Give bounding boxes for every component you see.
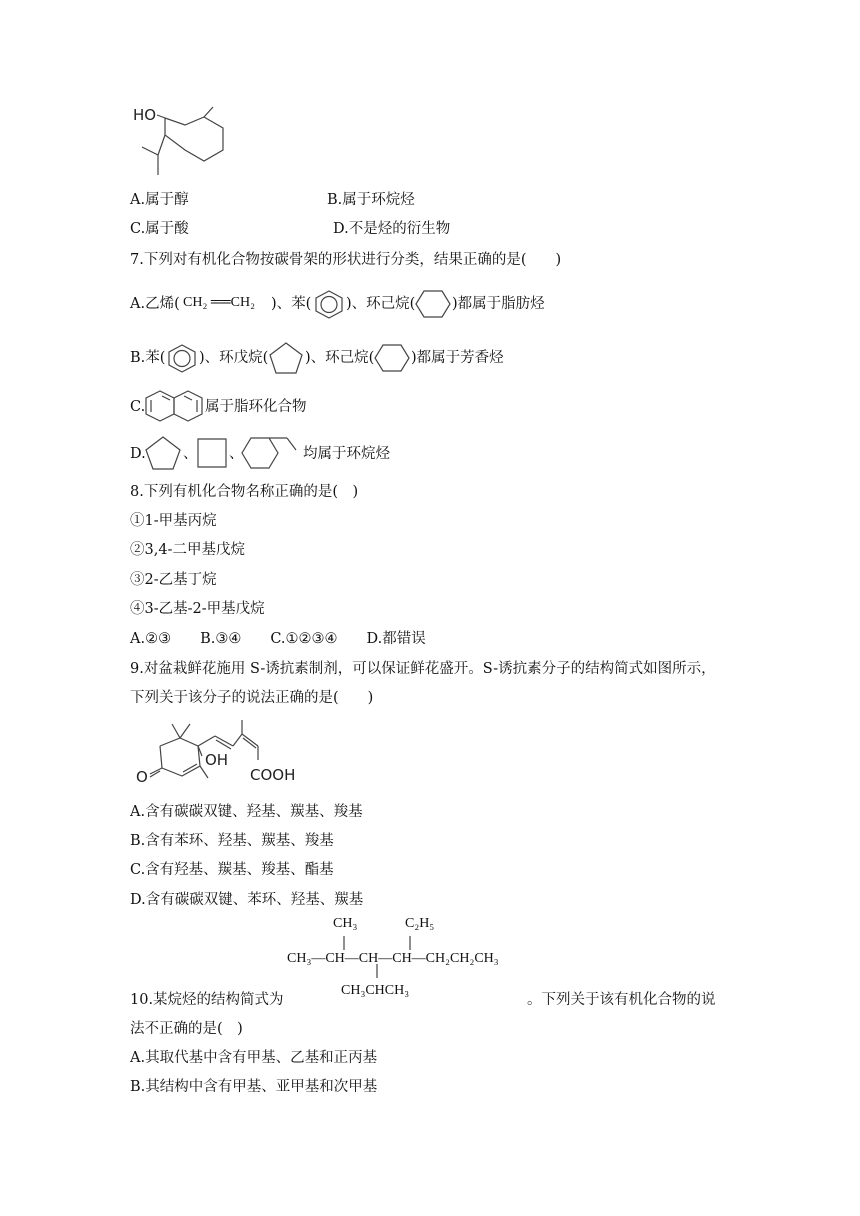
q10-top-c2h5: C₂H₅ <box>405 916 435 931</box>
q6-option-c: C.属于酸 <box>130 221 189 237</box>
q7-b-mid1: )、环戊烷( <box>199 350 269 366</box>
q6-option-b: B.属于环烷烃 <box>327 192 415 208</box>
q9-option-b: B.含有苯环、羟基、羰基、羧基 <box>130 833 334 849</box>
q8-item-4: ④3-乙基-2-甲基戊烷 <box>130 601 265 617</box>
cyclobutane-icon <box>196 437 228 469</box>
benzene-icon <box>313 289 345 319</box>
q10-stem-suffix: 。下列关于该有机化合物的说 <box>527 992 716 1008</box>
q10-stem-line2: 法不正确的是( ) <box>130 1021 243 1037</box>
q7-a-prefix: A.乙烯( <box>130 296 180 312</box>
naphthalene-icon <box>143 389 205 423</box>
q9-stem-line1: 9.对盆栽鲜花施用 S-诱抗素制剂，可以保证鲜花盛开。S-诱抗素分子的结构简式如图所示， <box>130 661 716 677</box>
q7-b-prefix: B.苯( <box>130 350 166 366</box>
q7-a-mid1: )、苯( <box>271 296 312 312</box>
q8-item-3: ③2-乙基丁烷 <box>130 572 217 588</box>
q7-d-sep2: 、 <box>229 446 244 462</box>
q8-answers: A.②③ B.③④ C.①②③④ D.都错误 <box>130 631 426 647</box>
oh-label: OH <box>205 751 229 769</box>
q7-a-mid2: )、环己烷( <box>346 296 416 312</box>
q7-b-mid2: )、环己烷( <box>305 350 375 366</box>
ethylene-formula: CH₂ ══CH₂ <box>183 295 255 310</box>
q9-option-a: A.含有碳碳双键、羟基、羰基、羧基 <box>130 804 363 820</box>
q8-item-2: ②3,4-二甲基戊烷 <box>130 542 245 558</box>
q8-stem: 8.下列有机化合物名称正确的是( ) <box>130 484 359 500</box>
cyclopentane-icon <box>268 341 304 375</box>
q10-top-ch3: CH₃ <box>333 916 358 931</box>
abscisic-acid-structure <box>130 716 310 788</box>
cyclohexane-icon <box>415 289 451 319</box>
methylcyclohexane-icon <box>241 436 301 470</box>
q10-option-a: A.其取代基中含有甲基、乙基和正丙基 <box>130 1050 378 1066</box>
q10-main-chain: CH₃—CH—CH—CH—CH₂CH₂CH₃ <box>287 951 499 966</box>
q8-item-1: ①1-甲基丙烷 <box>130 513 217 529</box>
q9-stem-line2: 下列关于该分子的说法正确的是( ) <box>130 690 374 706</box>
q7-d-suffix: 均属于环烷烃 <box>303 446 390 462</box>
q9-option-c: C.含有羟基、羰基、羧基、酯基 <box>130 862 334 878</box>
menthol-structure <box>120 95 230 185</box>
q10-option-b: B.其结构中含有甲基、亚甲基和次甲基 <box>130 1079 378 1095</box>
q7-b-suffix: )都属于芳香烃 <box>411 350 504 366</box>
q7-d-prefix: D. <box>130 446 146 462</box>
cooh-label: COOH <box>250 766 296 784</box>
q6-option-d: D.不是烃的衍生物 <box>333 221 451 237</box>
q6-option-a: A.属于醇 <box>130 192 189 208</box>
q7-d-sep1: 、 <box>183 446 198 462</box>
benzene-icon <box>166 343 198 373</box>
q7-a-suffix: )都属于脂肪烃 <box>452 296 545 312</box>
ring-bonds <box>165 117 223 161</box>
q7-stem: 7.下列对有机化合物按碳骨架的形状进行分类，结果正确的是( ) <box>130 252 562 268</box>
ho-label: HO <box>133 106 157 124</box>
cyclopentane-icon <box>144 435 182 471</box>
q10-stem-prefix: 10.某烷烃的结构简式为 <box>130 992 284 1008</box>
q7-c-prefix: C. <box>130 399 146 415</box>
q7-c-suffix: 属于脂环化合物 <box>205 399 307 415</box>
q10-bottom-branch: CH₃CHCH₃ <box>341 983 410 998</box>
q9-option-d: D.含有碳碳双键、苯环、羟基、羰基 <box>130 892 364 908</box>
cyclohexane-icon <box>374 343 410 373</box>
ketone-o-label: O <box>136 768 148 786</box>
